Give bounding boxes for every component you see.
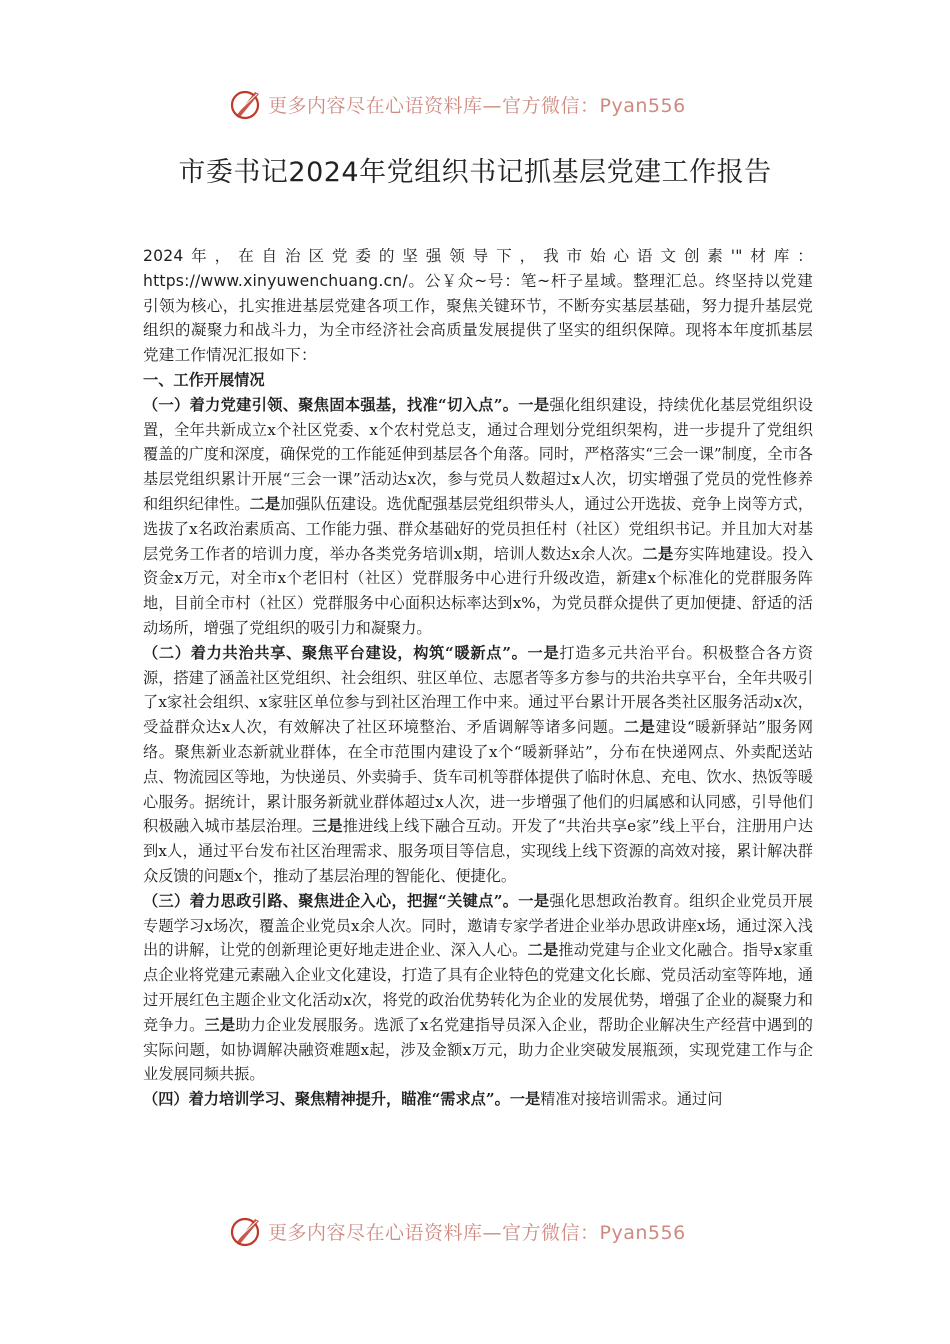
- item-lead: 三是: [311, 817, 343, 836]
- item-text: 强化思想政治教育。组织企业党员开展专题学习x场次，覆盖企业党员x余人次。同时，邀请专家学者进企业举办思政讲座x场，通过深入浅出的讲解，让党的创新理论更好地走进企业、深入人心。: [143, 891, 813, 960]
- item-lead: 一是: [518, 395, 550, 414]
- item-lead: 一是: [518, 891, 550, 910]
- item-text: 精准对接培训需求。通过问: [540, 1090, 723, 1109]
- item-lead: 一是: [527, 643, 560, 662]
- item-text: 打造多元共治平台。积极整合各方资源，搭建了涵盖社区党组织、社会组织、驻区单位、志愿者等多方参与的共治共享平台，全年共吸引了x家社会组织、x家驻区单位参与到社区治理工作中来。通过平台累计开展各类社区服务活动x次，受益群众达x人次，有效解决了社区环境整治、矛盾调解等诸多问题。: [143, 643, 813, 737]
- item-lead: 二是: [527, 941, 559, 960]
- watermark-bottom: [228, 1211, 748, 1251]
- quill-pen-icon: [228, 1213, 264, 1249]
- quill-pen-icon: [228, 86, 264, 122]
- watermark-text: 更多内容尽在心语资料库—官方微信：Pyan556: [268, 94, 686, 117]
- section-heading: 一、工作开展情况: [143, 370, 265, 389]
- item-heading: （三）着力思政引路、聚焦进企入心，把握“关键点”。: [143, 891, 519, 910]
- item-heading: （一）着力党建引领、聚焦固本强基，找准“切入点”。: [143, 395, 519, 414]
- item-heading: （四）着力培训学习、聚焦精神提升，瞄准“需求点”。: [143, 1090, 510, 1109]
- item-paragraph-2: [143, 641, 813, 889]
- item-text: 推动党建与企业文化融合。指导x家重点企业将党建元素融入企业文化建设，打造了具有企业特色的党建文化长廊、党员活动室等阵地，通过开展红色主题企业文化活动x次，将党的政治优势转化为企业的发展优势，增强了企业的凝聚力和竞争力。: [143, 941, 814, 1034]
- document-title: 市委书记2024年党组织书记抓基层党建工作报告: [178, 157, 772, 188]
- item-text: 推进线上线下融合互动。开发了“共治共享e家”线上平台，注册用户达到x人，通过平台发布社区治理需求、服务项目等信息，实现线上线下资源的高效对接，累计解决群众反馈的问题x个，推动了基层治理的智能化、便捷化。: [143, 817, 814, 885]
- item-paragraph-1: [143, 393, 813, 641]
- intro-paragraph: 2024年，在自治区党委的坚强领导下，我市始心语文创素'"材库：https://www.xinyuwenchuang.cn/。公￥众~号：笔~杆子星域。整理汇总。终坚持以党建引领为核心，扎实推进基层党建各项工作，聚焦关键环节，不断夯实基层基础，努力提升基层党组织的凝聚力和战斗力，为全市经济社会高质量发展提供了坚实的组织保障。现将本年度抓基层党建工作情况汇报如下：: [143, 247, 813, 365]
- item-lead: 二是: [623, 718, 656, 737]
- item-lead: 二是: [249, 494, 281, 513]
- item-text: 加强队伍建设。选优配强基层党组织带头人，通过公开选拔、竞争上岗等方式，选拔了x名政治素质高、工作能力强、群众基础好的党员担任村（社区）党组织书记。并且加大对基层党务工作者的培训力度，举办各类党务培训x期，培训人数达x余人次。: [143, 494, 814, 563]
- item-lead: 三是: [204, 1015, 236, 1034]
- item-heading: （二）着力共治共享、聚焦平台建设，构筑“暖新点”。: [143, 643, 528, 662]
- item-lead: 一是: [509, 1090, 541, 1109]
- item-text: 建设“暖新驿站”服务网络。聚焦新业态新就业群体，在全市范围内建设了x个“暖新驿站”，分布在快递网点、外卖配送站点、物流园区等地，为快递员、外卖骑手、货车司机等群体提供了临时休息、充电、饮水、热饭等暖心服务。据统计，累计服务新就业群体超过x人次，进一步增强了他们的归属感和认同感，引导他们积极融入城市基层治理。: [143, 718, 814, 836]
- watermark-top: [228, 84, 748, 124]
- item-text: 夯实阵地建设。投入资金x万元，对全市x个老旧村（社区）党群服务中心进行升级改造，新建x个标准化的党群服务阵地，目前全市村（社区）党群服务中心面积达标率达到x%，为党员群众提供了更加便捷、舒适的活动场所，增强了党组织的吸引力和凝聚力。: [143, 544, 814, 637]
- item-text: 强化组织建设，持续优化基层党组织设置，全年共新成立x个社区党委、x个农村党总支，通过合理划分党组织架构，进一步提升了党组织覆盖的广度和深度，确保党的工作能延伸到基层各个角落。同时，严格落实“三会一课”制度，全市各基层党组织累计开展“三会一课”活动达x次，参与党员人数超过x人次，切实增强了党员的党性修养和组织纪律性。: [143, 395, 813, 513]
- item-lead: 二是: [642, 544, 674, 563]
- item-paragraph-3: [143, 889, 813, 1087]
- watermark-text: 更多内容尽在心语资料库—官方微信：Pyan556: [268, 1221, 686, 1244]
- item-paragraph-4: [143, 1087, 813, 1112]
- document-body: [143, 244, 813, 1112]
- item-text: 助力企业发展服务。选派了x名党建指导员深入企业，帮助企业解决生产经营中遇到的实际问题，如协调解决融资难题x起，涉及金额x万元，助力企业突破发展瓶颈，实现党建工作与企业发展同频共振。: [143, 1015, 813, 1084]
